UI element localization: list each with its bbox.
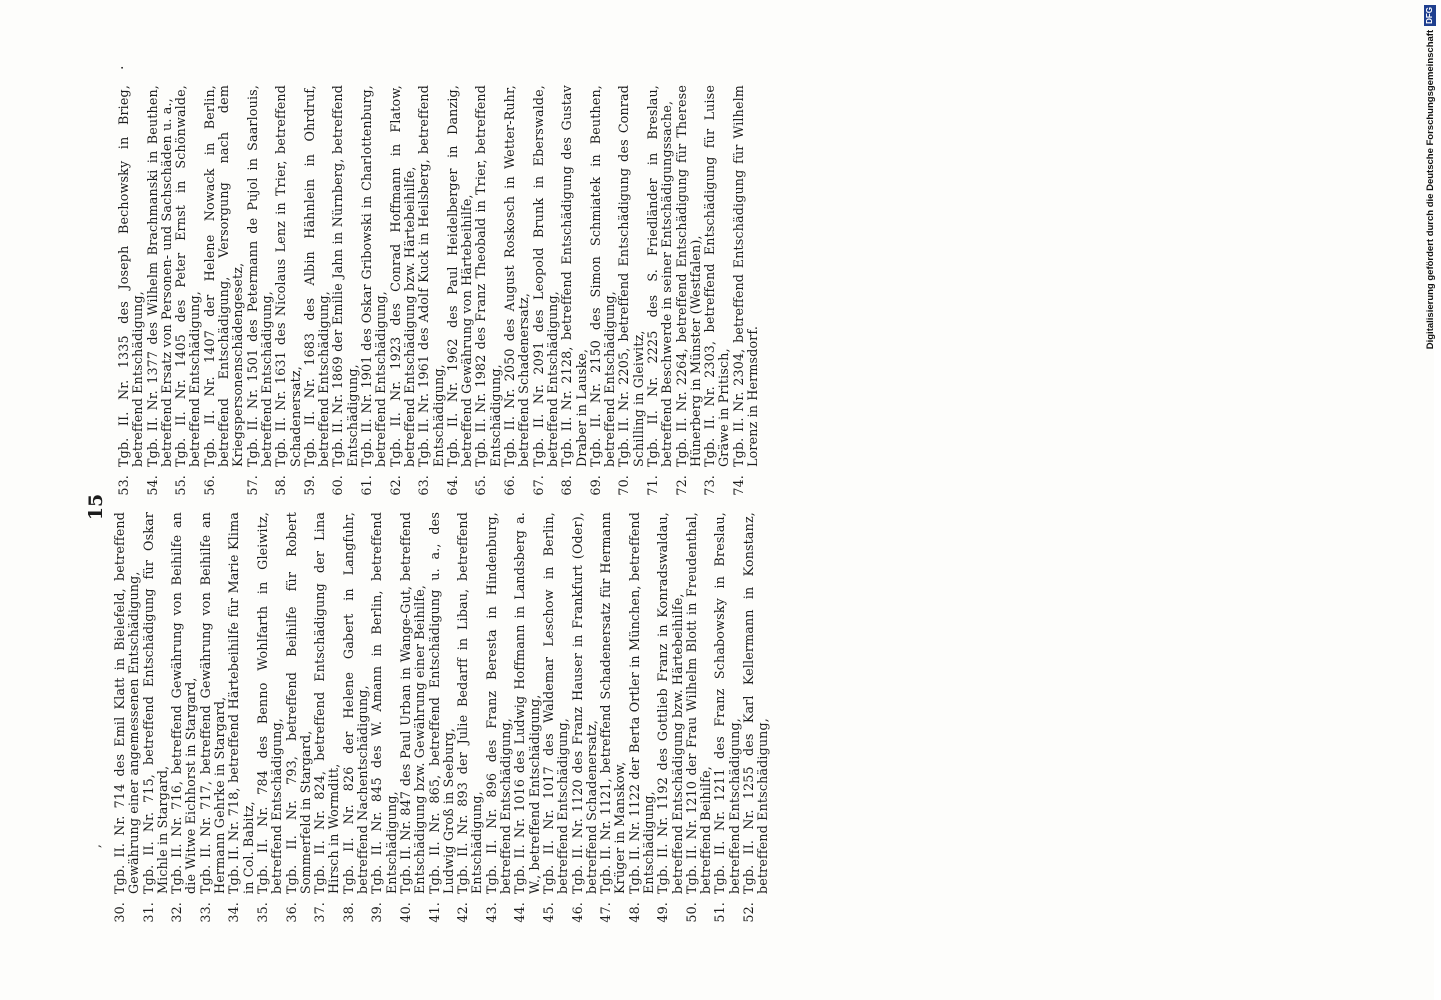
entry-text: Tgb. II. Nr. 1192 des Gottlieb Franz in Konradswaldau, betreffend Entschädigung bzw. Härtebeihilfe, — [655, 512, 685, 894]
stray-dot-mark: . — [111, 65, 127, 70]
entry-text: Tgb. II. Nr. 2150 des Simon Schmiatek in Beuthen, betreffend Entschädigung, — [587, 85, 618, 467]
entry-number: 66. — [502, 475, 518, 496]
entry-text: Tgb. II. Nr. 1120 des Franz Hauser in Frankfurt (Oder), betreffend Schadenersatz, — [569, 512, 599, 894]
entry-number: 53. — [116, 475, 131, 496]
entry-number: 48. — [626, 902, 642, 923]
list-item — [656, 512, 685, 930]
list-item — [456, 512, 485, 930]
entry-number: 33. — [197, 902, 213, 923]
list-item — [732, 85, 761, 503]
list-item — [485, 512, 514, 930]
entry-number: 37. — [312, 902, 328, 923]
list-item — [532, 85, 561, 503]
entry-text: Tgb. II. Nr. 2205, betreffend Entschädigung des Conrad Schilling in Gleiwitz, — [616, 85, 646, 467]
list-item — [389, 85, 418, 503]
list-item — [227, 512, 256, 930]
entry-text: Tgb. II. Nr. 717, betreffend Gewährung von Beihilfe an Hermann Gehrke in Stargard, — [197, 512, 228, 894]
list-item — [256, 512, 285, 930]
list-item — [370, 512, 399, 930]
entry-text: Tgb. II. Nr. 1869 der Emilie Jahn in Nürnberg, betreffend Entschädigung, — [330, 85, 360, 467]
entry-number: 62. — [387, 475, 403, 496]
entry-number: 45. — [540, 902, 556, 923]
entry-number: 57. — [244, 475, 260, 496]
entry-text: Tgb. II. Nr. 1122 der Berta Ortler in München, betreffend Entschädigung, — [626, 512, 656, 894]
entry-text: Tgb. II. Nr. 1683 des Albin Hähnlein in Ohrdruf, betreffend Entschädigung, — [301, 85, 332, 467]
list-item — [703, 85, 732, 503]
entry-number: 52. — [741, 902, 757, 923]
entry-number: 74. — [730, 475, 746, 496]
entry-text: Tgb. II. Nr. 718, betreffend Härtebeihilfe für Marie Klima in Col. Babitz, — [226, 512, 256, 894]
entry-number: 70. — [616, 475, 632, 496]
list-item — [113, 512, 142, 930]
entry-text: Tgb. II. Nr. 1210 der Frau Wilhelm Blott in Freudenthal, betreffend Beihilfe, — [683, 512, 714, 894]
entry-text: Tgb. II. Nr. 2303, betreffend Entschädigung für Luise Gräwe in Pritisch, — [702, 85, 732, 467]
stray-comma-mark: , — [89, 844, 103, 848]
list-item — [274, 85, 303, 503]
entry-number: 65. — [473, 475, 489, 496]
entry-number: 56. — [201, 475, 217, 496]
entry-number: 68. — [559, 475, 575, 496]
entry-number: 72. — [673, 475, 689, 496]
entry-number: 54. — [144, 475, 160, 496]
entry-text: Tgb. II. Nr. 1121, betreffend Schadenersatz für Hermann Krüger in Manskow, — [598, 512, 628, 894]
entry-number: 60. — [330, 475, 346, 496]
list-item — [599, 512, 628, 930]
entry-number: 43. — [483, 902, 499, 923]
digitization-notice-text: Digitalisierung gefördert durch die Deutsche Forschungsgemeinschaft — [1424, 29, 1436, 350]
list-item — [571, 512, 600, 930]
list-item — [685, 512, 714, 930]
entry-text: Tgb. II. Nr. 893 der Julie Bedarff in Libau, betreffend Entschädigung, — [455, 512, 485, 894]
list-item — [174, 85, 203, 503]
entry-text: Tgb. II. Nr. 2225 des S. Friedländer in Breslau, betreffend Beschwerde in seiner Entschädigungssache, — [644, 85, 675, 467]
entry-text: Tgb. II. Nr. 1405 des Peter Ernst in Schönwalde, betreffend Entschädigung, — [173, 85, 203, 467]
entry-text: Tgb. II. Nr. 784 des Benno Wohlfarth in Gleiwitz, betreffend Entschädigung, — [254, 512, 285, 894]
entry-text: Tgb. II. Nr. 1631 des Nicolaus Lenz in Trier, betreffend Schadenersatz, — [273, 85, 303, 467]
entry-text: Tgb. II. Nr. 1901 des Oskar Gribowski in Charlottenburg, betreffend Entschädigung, — [359, 85, 389, 467]
entry-text: Tgb. II. Nr. 847 des Paul Urban in Wange-Gut, betreffend Entschädigung bzw. Gewährung einer Beihilfe, — [397, 512, 428, 894]
entry-number: 59. — [301, 475, 317, 496]
right-column — [113, 85, 955, 503]
entry-number: 73. — [702, 475, 718, 496]
left-column — [113, 512, 955, 930]
entry-text: Tgb. II. Nr. 716, betreffend Gewährung von Beihilfe an die Witwe Eichhorst in Stargard, — [169, 512, 199, 894]
entry-number: 38. — [340, 902, 356, 923]
list-item — [360, 85, 389, 503]
entry-text: Tgb. II. Nr. 1501 des Petermann de Pujol in Saarlouis, betreffend Entschädigung, — [244, 85, 274, 467]
dfg-logo-icon: DFG — [1425, 7, 1434, 24]
list-item — [203, 85, 246, 503]
entry-text: Tgb. II. Nr. 1377 des Wilhelm Brachmanski in Beuthen, betreffend Ersatz von Personen- und Sachschäden u. a., — [144, 85, 174, 467]
entry-number: 67. — [530, 475, 546, 496]
list-item — [628, 512, 657, 930]
page-number: 15 — [85, 493, 107, 521]
list-item — [503, 85, 532, 503]
list-item — [285, 512, 314, 930]
entry-text: Tgb. II. Nr. 1335 des Joseph Bechowsky in Brieg, betreffend Entschädigung, — [116, 85, 146, 467]
list-item — [474, 85, 503, 503]
entry-text: Tgb. II. Nr. 1961 des Adolf Kuck in Heilsberg, betreffend Entschädigung, — [416, 85, 446, 467]
entry-number: 44. — [512, 902, 528, 923]
entry-text: Tgb. II. Nr. 896 des Franz Beresta in Hindenburg, betreffend Entschädigung, — [483, 512, 514, 894]
list-item — [513, 512, 542, 930]
entry-text: Tgb. II. Nr. 2264, betreffend Entschädigung für Therese Hünerberg in Münster (Westfalen), — [673, 85, 703, 467]
entry-text: Tgb. II. Nr. 2091 des Leopold Brunk in Eberswalde, betreffend Entschädigung, — [530, 85, 560, 467]
entry-number: 30. — [112, 902, 127, 923]
list-item — [246, 85, 275, 503]
list-item — [589, 85, 618, 503]
entry-number: 49. — [655, 902, 671, 923]
list-item — [542, 512, 571, 930]
digitization-notice — [1419, 5, 1441, 395]
entry-text: Tgb. II. Nr. 2128, betreffend Entschädigung des Gustav Draber in Lauske, — [559, 85, 589, 467]
list-item — [146, 85, 175, 503]
entry-number: 50. — [683, 902, 699, 923]
list-item — [342, 512, 371, 930]
list-item — [446, 85, 475, 503]
list-item — [742, 512, 771, 930]
entry-number: 40. — [397, 902, 413, 923]
list-item — [399, 512, 428, 930]
entry-number: 47. — [598, 902, 614, 923]
list-item — [331, 85, 360, 503]
entry-number: 71. — [644, 475, 660, 496]
entry-number: 58. — [273, 475, 289, 496]
entry-text: Tgb. II. Nr. 714 des Emil Klatt in Bielefeld, betreffend Gewährung einer angemessenen Entschädigung, — [112, 512, 142, 894]
entry-number: 64. — [444, 475, 460, 496]
entry-text: Tgb. II. Nr. 715, betreffend Entschädigung für Oskar Michle in Stargard, — [140, 512, 170, 894]
entry-number: 36. — [283, 902, 299, 923]
entry-number: 31. — [140, 902, 156, 923]
entry-number: 46. — [569, 902, 585, 923]
list-item — [560, 85, 589, 503]
entry-number: 34. — [226, 902, 242, 923]
list-item — [117, 85, 146, 503]
rotated-text-block — [85, 65, 955, 930]
entry-number: 55. — [173, 475, 189, 496]
entry-text: Tgb. II. Nr. 826 der Helene Gabert in Langfuhr, betreffend Nachentschädigung, — [340, 512, 371, 894]
entry-text: Tgb. II. Nr. 793, betreffend Beihilfe für Robert Sommerfeld in Stargard, — [283, 512, 313, 894]
list-item — [675, 85, 704, 503]
list-item — [170, 512, 199, 930]
entry-number: 51. — [712, 902, 728, 923]
entry-number: 63. — [416, 475, 432, 496]
entry-number: 35. — [254, 902, 270, 923]
list-item — [713, 512, 742, 930]
entry-text: Tgb. II. Nr. 1211 des Franz Schabowsky in Breslau, betreffend Entschädigung, — [712, 512, 742, 894]
list-item — [617, 85, 646, 503]
entry-text: Tgb. II. Nr. 865, betreffend Entschädigung u. a., des Ludwig Groß in Seeburg, — [426, 512, 456, 894]
list-item — [199, 512, 228, 930]
entry-text: Tgb. II. Nr. 845 des W. Amann in Berlin, betreffend Entschädigung, — [369, 512, 399, 894]
list-item — [646, 85, 675, 503]
list-item — [417, 85, 446, 503]
entry-text: Tgb. II. Nr. 2304, betreffend Entschädigung für Wilhelm Lorenz in Hermsdorf. — [730, 85, 761, 467]
entry-text: Tgb. II. Nr. 2050 des August Roskosch in Wetter-Ruhr, betreffend Schadenersatz, — [502, 85, 532, 467]
list-item — [313, 512, 342, 930]
entry-text: Tgb. II. Nr. 1962 des Paul Heidelberger in Danzig, betreffend Gewährung von Härtebeihilfe, — [444, 85, 475, 467]
list-item — [303, 85, 332, 503]
entry-text: Tgb. II. Nr. 824, betreffend Entschädigung der Lina Hirsch in Wormditt, — [312, 512, 342, 894]
entry-text: Tgb. II. Nr. 1923 des Conrad Hoffmann in Flatow, betreffend Entschädigung bzw. Härtebeihilfe, — [387, 85, 417, 467]
list-item — [428, 512, 457, 930]
entry-number: 39. — [369, 902, 385, 923]
entry-number: 41. — [426, 902, 442, 923]
entry-text: Tgb. II. Nr. 1407 der Helene Nowack in Berlin, betreffend Entschädigung, Versorgung nach dem Kriegspersonenschädengesetz, — [201, 85, 246, 467]
entry-text: Tgb. II. Nr. 1017 des Waldemar Leschow in Berlin, betreffend Entschädigung, — [540, 512, 571, 894]
entry-number: 69. — [587, 475, 603, 496]
entry-text: Tgb. II. Nr. 1016 des Ludwig Hoffmann in Landsberg a. W., betreffend Entschädigung, — [512, 512, 542, 894]
entry-text: Tgb. II. Nr. 1982 des Franz Theobald in Trier, betreffend Entschädigung, — [473, 85, 503, 467]
entry-number: 32. — [169, 902, 185, 923]
list-item — [142, 512, 171, 930]
entry-number: 42. — [455, 902, 471, 923]
entry-text: Tgb. II. Nr. 1255 des Karl Kellermann in Konstanz, betreffend Entschädigung, — [741, 512, 771, 894]
entry-number: 61. — [359, 475, 375, 496]
